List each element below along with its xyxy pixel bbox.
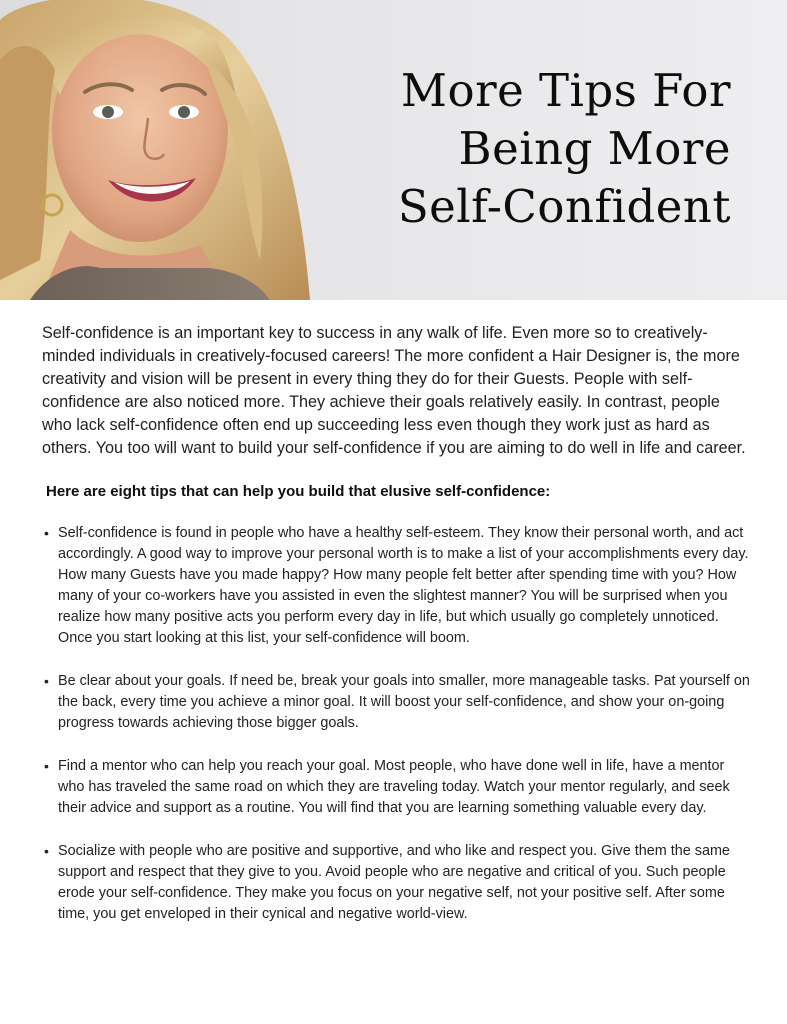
tips-list xyxy=(42,523,754,925)
bullet-icon: • xyxy=(44,843,49,859)
title-line-3: Self-Confident xyxy=(397,180,731,233)
page-title xyxy=(351,62,731,236)
bullet-icon: • xyxy=(44,525,49,541)
list-item xyxy=(42,523,754,649)
tip-text: Find a mentor who can help you reach your goal. Most people, who have done well in life, have a mentor who has traveled the same road on which they are traveling today. Watch your mentor regularly, and seek their advice and support as a routine. You will find that you are learning something valuable every day. xyxy=(58,758,730,816)
list-item xyxy=(42,671,754,734)
header-banner xyxy=(0,0,787,300)
list-item xyxy=(42,756,754,819)
bullet-icon: • xyxy=(44,758,49,774)
list-item xyxy=(42,841,754,925)
tip-text: Self-confidence is found in people who have a healthy self-esteem. They know their personal worth, and act accordingly. A good way to improve your personal worth is to make a list of your accomplishments every day. How many Guests have you made happy? How many people felt better after spending time with you? How many of your co-workers have you assisted in even the slightest manner? You will be surprised when you realize how many positive acts you perform every day in life, but which usually go completely unnoticed. Once you start looking at this list, your self-confidence will boom. xyxy=(58,525,749,646)
intro-paragraph: Self-confidence is an important key to success in any walk of life. Even more so to creatively-minded individuals in creatively-focused careers! The more confident a Hair Designer is, the more creativity and vision will be present in every thing they do for their Guests. People with self-confidence are also noticed more. They achieve their goals relatively easily. In contrast, people who lack self-confidence often end up succeeding less even though they work just as hard as others. You too will want to build your self-confidence if you are aiming to do well in life and career. xyxy=(42,324,746,457)
bullet-icon: • xyxy=(44,673,49,689)
portrait-image xyxy=(0,0,330,300)
tip-text: Socialize with people who are positive and supportive, and who like and respect you. Give them the same support and respect that they give to you. Avoid people who are negative and critical of you. Such people erode your self-confidence. They make you focus on your negative self, not your positive self. After some time, you get enveloped in their cynical and negative world-view. xyxy=(58,843,730,922)
title-line-2: Being More xyxy=(458,122,731,175)
article-body xyxy=(42,322,754,947)
title-line-1: More Tips For xyxy=(400,64,731,117)
tip-text: Be clear about your goals. If need be, break your goals into smaller, more manageable tasks. Pat yourself on the back, every time you achieve a minor goal. It will boost your self-confidence, and show your on-going progress towards achieving those bigger goals. xyxy=(58,673,750,731)
tips-subheading: Here are eight tips that can help you build that elusive self-confidence: xyxy=(46,483,551,500)
